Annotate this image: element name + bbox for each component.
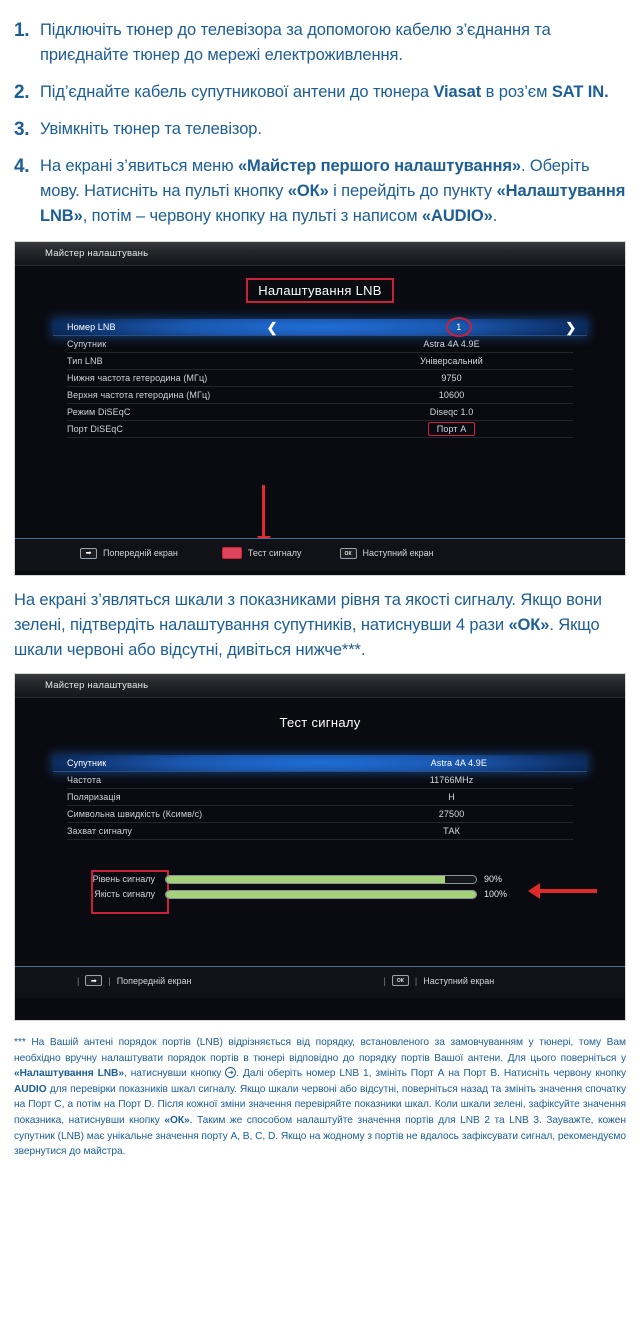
middle-paragraph: На екрані з’являться шкали з показниками рівня та якості сигналу. Якщо вони зелені, підтвердіть налаштування супутників, натиснувши 4 рази «ОК». Якщо шкали червоні або відсутні, дивіться нижче***.	[14, 591, 602, 659]
bars-label-highlight-annotation	[91, 870, 169, 914]
table-row-satellite[interactable]	[67, 336, 573, 353]
table-row-lnb-type[interactable]	[67, 353, 573, 370]
row-label: Режим DiSEqC	[67, 407, 131, 417]
step-number: 3.	[14, 119, 30, 140]
row-value: 10600	[438, 390, 465, 400]
table-row-high-lo-frequency[interactable]	[67, 387, 573, 404]
step-number: 2.	[14, 82, 30, 103]
instruction-step	[14, 80, 626, 105]
tv-hint-bar	[15, 539, 625, 571]
table-row-diseqc-mode[interactable]	[67, 404, 573, 421]
ok-key-icon: ок	[392, 975, 409, 986]
lnb-number-value-highlight	[450, 322, 467, 332]
exit-arrow-icon: ➡	[80, 548, 97, 559]
pipe-separator: |	[383, 975, 386, 986]
pipe-separator: |	[108, 975, 111, 986]
table-row-satellite[interactable]	[53, 755, 587, 772]
row-value: ТАК	[443, 826, 460, 836]
instruction-steps	[0, 0, 640, 229]
signal-level-percent: 90%	[484, 874, 503, 884]
tv-title-area	[15, 266, 625, 311]
hint-label: Попередній екран	[103, 548, 178, 558]
row-value: Універсальний	[420, 356, 483, 366]
row-label: Супутник	[67, 758, 107, 768]
row-label: Символьна швидкість (Ксимв/с)	[67, 809, 203, 819]
chevron-right-icon[interactable]: ❯	[565, 319, 577, 335]
signal-test-table	[15, 755, 625, 840]
hint-previous-screen[interactable]	[77, 975, 192, 986]
table-row-symbol-rate[interactable]	[67, 806, 573, 823]
row-label: Номер LNB	[67, 322, 116, 332]
row-value: 1	[456, 322, 462, 332]
row-label: Нижня частота гетеродина (МГц)	[67, 373, 208, 383]
row-value-wrap	[67, 424, 573, 434]
row-value-wrap	[53, 319, 587, 335]
pipe-separator: |	[77, 975, 80, 986]
signal-quality-bar-fill	[166, 891, 476, 898]
tv-topbar-title: Майстер налаштувань	[45, 680, 149, 691]
row-value: Astra 4A 4.9E	[423, 339, 480, 349]
hint-label: Тест сигналу	[247, 548, 302, 558]
signal-quality-percent: 100%	[484, 889, 508, 899]
table-row-lnb-number[interactable]	[53, 319, 587, 336]
row-value: 11766MHz	[429, 775, 474, 785]
row-label: Тип LNB	[67, 356, 103, 366]
step-text: На екрані з’явиться меню «Майстер першого налаштування». Оберіть мову. Натисніть на пульті кнопку «ОК» і перейдіть до пункту «Налаштування LNB», потім – червону кнопку на пульті з написом «AUDIO».	[40, 157, 626, 225]
tv-topbar-title: Майстер налаштувань	[45, 248, 149, 259]
bar-label: Якість сигналу	[94, 889, 155, 899]
circle-highlight-annotation	[446, 317, 472, 337]
row-label: Супутник	[67, 339, 107, 349]
step-text: Під’єднайте кабель супутникової антени до тюнера Viasat в роз’єм SAT IN.	[40, 83, 609, 101]
page-title: Тест сигналу	[279, 715, 361, 730]
step-text: Увімкніть тюнер та телевізор.	[40, 120, 262, 138]
page-title: Налаштування LNB	[248, 280, 392, 301]
row-value: H	[448, 792, 455, 802]
hint-signal-test[interactable]	[222, 547, 302, 559]
lnb-settings-table	[15, 319, 625, 438]
step-text: Підключіть тюнер до телевізора за допомогою кабелю з’єднання та приєднайте тюнер до мережі електроживлення.	[40, 21, 551, 64]
instruction-step	[14, 117, 626, 142]
bar-label: Рівень сигналу	[92, 874, 155, 884]
hint-next-screen[interactable]	[340, 548, 434, 559]
tv-title-area	[15, 698, 625, 743]
signal-level-bar-track	[165, 875, 477, 884]
instruction-step	[14, 18, 626, 68]
tv-hint-bar	[15, 967, 625, 998]
table-row-polarization[interactable]	[67, 789, 573, 806]
row-value: 27500	[438, 809, 465, 819]
signal-quality-bar-track	[165, 890, 477, 899]
table-row-diseqc-port[interactable]	[67, 421, 573, 438]
signal-level-bar-fill	[166, 876, 445, 883]
row-label: Захват сигналу	[67, 826, 132, 836]
hint-label: Попередній екран	[116, 975, 192, 986]
table-row-low-lo-frequency[interactable]	[67, 370, 573, 387]
tv-topbar	[15, 242, 625, 266]
footnote: *** На Вашій антені порядок портів (LNB) відрізняється від порядку, встановленого за замовчуванням у тюнері, тому Вам необхідно вручну налаштувати порядок портів в тюнері відповідно до порядку портів Вашої антени. Для цього поверніться у «Налаштування LNB», натиснувши кнопку ➜. Далі оберіть номер LNB 1, змініть Порт А на Порт В. Натисніть червону кнопку AUDIO для перевірки показників шкал сигналу. Якщо шкали червоні або відсутні, поверніться назад та змініть значення спочатку на Порт С, а потім на Порт D. Після кожної зміни значення перевіряйте показники шкал. Коли шкали зелені, зафіксуйте значення показника, натиснувши кнопку «ОК». Таким же способом налаштуйте значення портів для LNB 2 та LNB 3. Зауважте, кожен супутник (LNB) має унікальне значення порту A, B, C, D. Якщо на жодному з портів не вдалось зафіксувати сигнал, рекомендуємо звернутися до майстра.	[0, 1021, 640, 1170]
ok-key-icon: ок	[340, 548, 357, 559]
tv-screenshot-signal-test	[14, 673, 626, 1021]
step-number: 4.	[14, 156, 30, 177]
hint-previous-screen[interactable]	[80, 548, 178, 559]
hint-label: Наступний екран	[423, 975, 495, 986]
chevron-left-icon[interactable]: ❮	[266, 319, 278, 335]
red-button-icon	[222, 547, 242, 559]
red-arrow-left-annotation	[539, 889, 597, 893]
tv-topbar	[15, 674, 625, 698]
diseqc-port-value-highlight: Порт A	[429, 423, 475, 435]
row-label: Частота	[67, 775, 102, 785]
hint-label: Наступний екран	[362, 548, 434, 558]
row-label: Поляризація	[67, 792, 121, 802]
row-value: Diseqc 1.0	[429, 407, 474, 417]
exit-arrow-icon: ➡	[85, 975, 102, 986]
row-label: Верхня частота гетеродина (МГц)	[67, 390, 211, 400]
row-label: Порт DiSEqC	[67, 424, 124, 434]
row-value: 9750	[441, 373, 462, 383]
row-value: Astra 4A 4.9E	[430, 758, 487, 768]
red-arrow-down-annotation	[262, 485, 265, 537]
instruction-step	[14, 154, 626, 229]
table-row-frequency[interactable]	[67, 772, 573, 789]
tv-screenshot-lnb-settings	[14, 241, 626, 576]
table-row-signal-lock[interactable]	[67, 823, 573, 840]
step-number: 1.	[14, 20, 30, 41]
hint-next-screen[interactable]	[384, 975, 495, 986]
pipe-separator: |	[414, 975, 418, 986]
